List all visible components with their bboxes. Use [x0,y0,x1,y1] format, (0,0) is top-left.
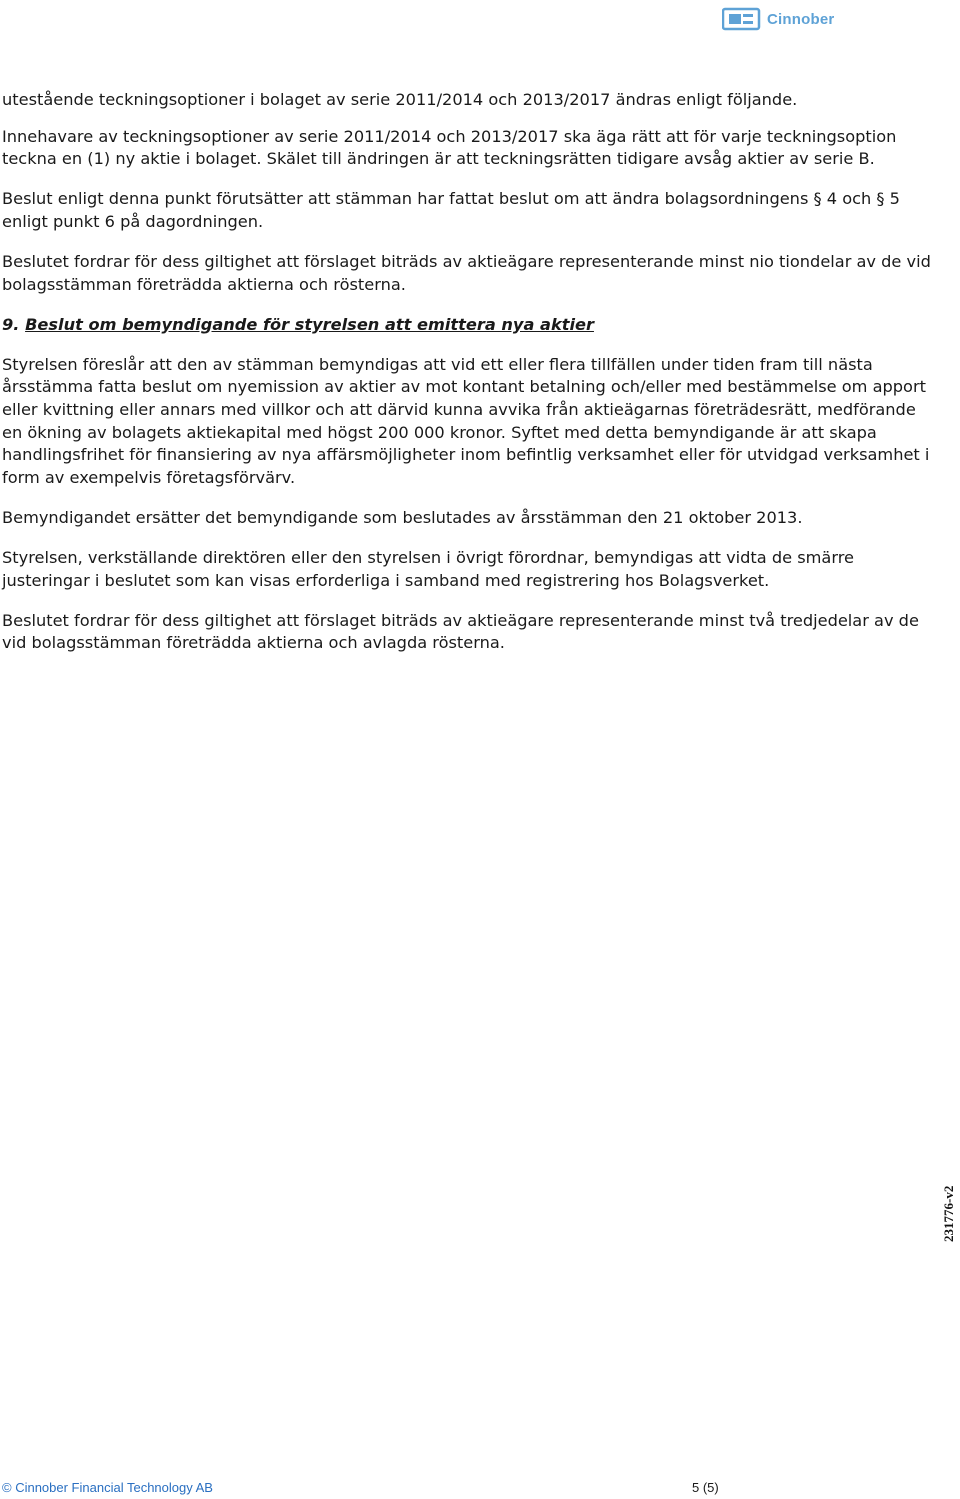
paragraph-authorization: Styrelsen föreslår att den av stämman bemyndigas att vid ett eller flera tillfällen under tiden fram till nästa årsstämma fatta beslut om nyemission av aktier av mot kontant betalning och/eller med bestämmelse om apport eller kvittning eller annars med villkor och att därvid kunna avvika från aktieägarnas företrädesrätt, medförande en ökning av bolagets aktiekapital med högst 200 000 kronor. Syftet med detta bemyndigande är att skapa handlingsfrihet för finansiering av nya affärsmöjligheter inom befintlig verksamhet eller för utvidgad verksamhet i form av exempelvis företagsförvärv. [2,354,930,487]
paragraph-majority-two-thirds: Beslutet fordrar för dess giltighet att förslaget biträds av aktieägare representerande minst två tredjedelar av de vid bolagsstämman företrädda aktierna och avlagda rösterna. [2,610,919,653]
paragraph-options-change: utestående teckningsoptioner i bolaget av serie 2011/2014 och 2013/2017 ändras enligt följande. [2,90,798,109]
paragraph-adjustments: Styrelsen, verkställande direktören eller den styrelsen i övrigt förordnar, bemyndigas att vidta de smärre justeringar i beslutet som kan visas erforderliga i samband med registrering hos Bolagsverket. [2,547,854,590]
document-body [2,89,932,672]
paragraph-option-holders: Innehavare av teckningsoptioner av serie 2011/2014 och 2013/2017 ska äga rätt att för varje teckningsoption teckna en (1) ny aktie i bolaget. Skälet till ändringen är att teckningsrätten tidigare avsåg aktier av serie B. [2,126,897,169]
paragraph-condition: Beslut enligt denna punkt förutsätter att stämman har fattat beslut om att ändra bolagsordningens § 4 och § 5 enligt punkt 6 på dagordningen. [2,189,900,231]
section-number: 9. [2,314,20,334]
section-heading-9 [2,314,932,337]
paragraph-replaces: Bemyndigandet ersätter det bemyndigande som beslutades av årsstämman den 21 oktober 2013. [2,507,803,527]
footer-copyright: © Cinnober Financial Technology AB [2,1480,213,1495]
logo-text: Cinnober [767,10,835,28]
document-id: 231776-v2 [941,1185,956,1242]
paragraph-majority-nine-tenths: Beslutet fordrar för dess giltighet att förslaget biträds av aktieägare representerande minst nio tiondelar av de vid bolagsstämman företrädda aktierna och rösterna. [2,251,931,294]
cinnober-logo-icon [722,6,762,32]
company-logo [722,6,834,32]
footer-page-number: 5 (5) [692,1480,719,1495]
section-title: Beslut om bemyndigande för styrelsen att emittera nya aktier [25,314,594,334]
